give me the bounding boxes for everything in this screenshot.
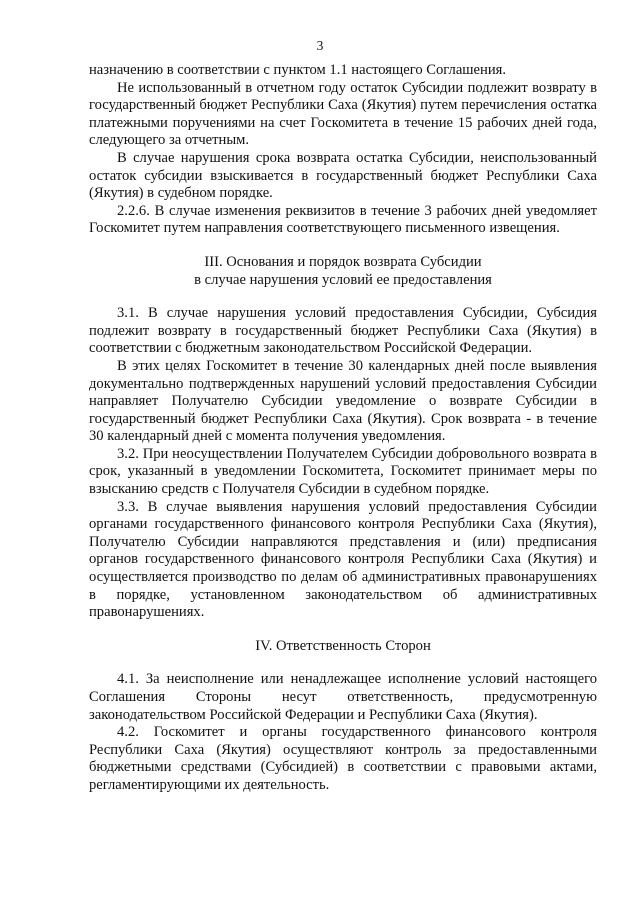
section-3-title-line-2: в случае нарушения условий ее предоставления	[194, 271, 492, 288]
paragraph-3-2: 3.2. При неосуществлении Получателем Субсидии добровольного возврата в срок, указанный в уведомлении Госкомитета, Госкомитет принимает меры по взысканию средств с Получателя Субсидии в судебном порядке.	[89, 445, 597, 498]
paragraph-3-1: 3.1. В случае нарушения условий предоставления Субсидии, Субсидия подлежит возврату в государственный бюджет Республики Саха (Якутия) в соответствии с бюджетным законодательством Российской Федерации.	[89, 305, 597, 357]
paragraph-late-return: В случае нарушения срока возврата остатка Субсидии, неиспользованный остаток субсидии взыскивается в государственный бюджет Республики Саха (Якутия) в судебном порядке.	[89, 149, 597, 202]
paragraph-continuation: назначению в соответствии с пунктом 1.1 настоящего Соглашения.	[89, 62, 507, 78]
paragraph-3-3: 3.3. В случае выявления нарушения условий предоставления Субсидии органами государственного финансового контроля Республики Саха (Якутия), Получателю Субсидии направляются представления и (или) предписания органов государственного финансового контроля Республики Саха (Якутия) и осуществляется производство по делам об административных правонарушениях в порядке, установленном законодательством об административных правонарушениях.	[89, 498, 597, 621]
section-3-heading	[89, 254, 597, 289]
section-4-title: IV. Ответственность Сторон	[255, 637, 431, 654]
paragraph-4-1: 4.1. За неисполнение или ненадлежащее исполнение условий настоящего Соглашения Стороны несут ответственность, предусмотренную законодательством Российской Федерации и Республики Саха (Якутия).	[89, 671, 597, 723]
paragraph-2-2-6: 2.2.6. В случае изменения реквизитов в течение 3 рабочих дней уведомляет Госкомитет путем направления соответствующего письменного извещения.	[89, 202, 597, 237]
paragraph-unused-balance-return: Не использованный в отчетном году остаток Субсидии подлежит возврату в государственный бюджет Республики Саха (Якутия) путем перечисления остатка платежными поручениями на счет Госкомитета в течение 15 рабочих дней года, следующего за отчетным.	[89, 79, 597, 149]
paragraph-4-2: 4.2. Госкомитет и органы государственного финансового контроля Республики Саха (Якутия) осуществляют контроль за предоставленными бюджетными средствами (Субсидией) в соответствии с правовыми актами, регламентирующими их деятельность.	[89, 724, 597, 793]
paragraph-3-1-notice: В этих целях Госкомитет в течение 30 календарных дней после выявления документально подтвержденных нарушений условий предоставления Субсидии направляет Получателю Субсидии уведомление о возврате Субсидии в государственный бюджет Республики Саха (Якутия). Срок возврата - в течение 30 календарный дней с момента получения уведомления.	[89, 357, 597, 445]
document-body	[89, 62, 597, 795]
page-number: 3	[316, 38, 324, 53]
section-4-heading	[89, 638, 597, 656]
section-3-title-line-1: III. Основания и порядок возврата Субсидии	[204, 253, 482, 270]
